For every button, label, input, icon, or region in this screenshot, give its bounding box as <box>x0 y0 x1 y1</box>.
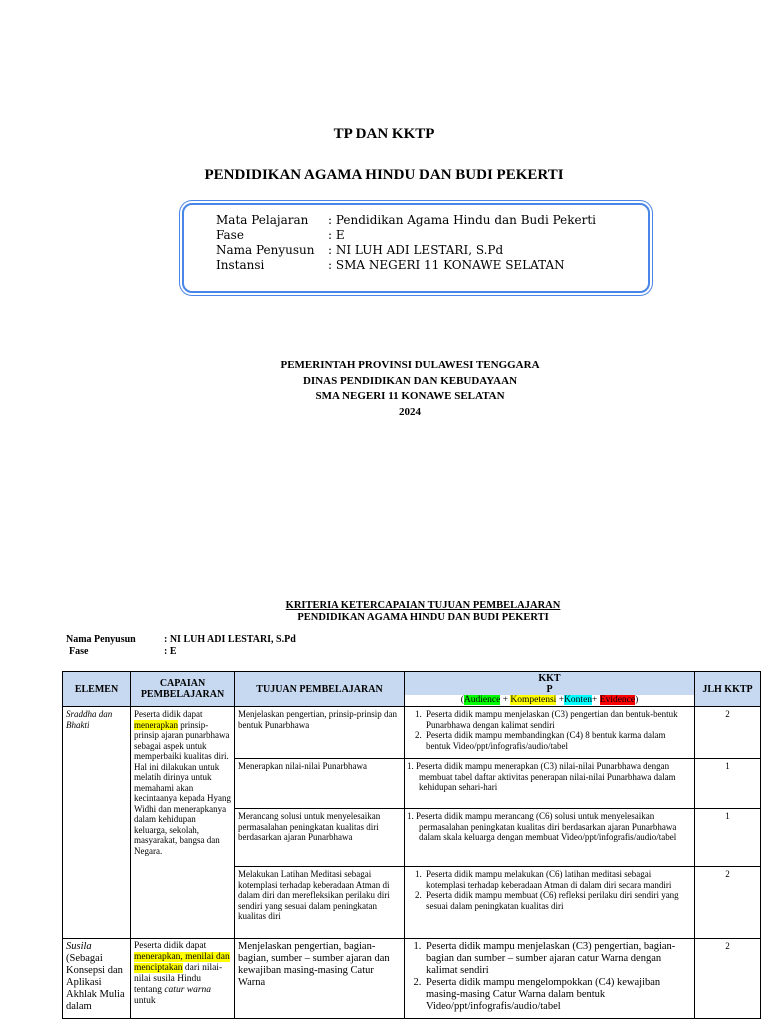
kktp-cell: 1. Peserta didik mampu melakukan (C6) latihan meditasi sebagai kotemplasi terhadap keberadaan Atman di dalam diri secara mandiri 2. Peserta didik mampu membuat (C6) refleksi perilaku diri sendiri yang sesuai dalam peningkatan kualitas diri <box>405 867 695 939</box>
col-elemen: ELEMEN <box>63 672 131 707</box>
meta-fase: Fase : E <box>69 646 177 657</box>
kktp-cell: 1. Peserta didik mampu menjelaskan (C3) pengertian, bagian-bagian dan sumber – sumber ajaran catur Warna dengan kalimat sendiri 2. Peserta didik mampu mengelompokkan (C4) kewajiban masing-masing Catur Warna dalam bentuk Video/ppt/infografis/audio/tabel <box>405 939 695 1019</box>
kktp-cell: 1. Peserta didik mampu menerapkan (C3) nilai-nilai Punarbhawa dengan membuat tabel daftar aktivitas penerapan nilai-nilai Punarbhawa dalam kehidupan sehari-hari <box>405 759 695 809</box>
identity-box <box>182 203 650 293</box>
info-instansi: Instansi : SMA NEGERI 11 KONAWE SELATAN <box>216 258 565 272</box>
tujuan-cell: Menjelaskan pengertian, prinsip-prinsip dan bentuk Punarbhawa <box>235 707 405 759</box>
jlh-cell: 2 <box>695 939 761 1019</box>
doc-subtitle: PENDIDIKAN AGAMA HINDU DAN BUDI PEKERTI <box>204 167 564 183</box>
info-fase: Fase : E <box>216 228 345 242</box>
col-tujuan: TUJUAN PEMBELAJARAN <box>235 672 405 707</box>
capaian-cell: Peserta didik dapat menerapkan, menilai dan menciptakan dari nilai-nilai susila Hindu tentang catur warna untuk <box>131 939 235 1019</box>
jlh-cell: 1 <box>695 809 761 867</box>
info-penyusun: Nama Penyusun : NI LUH ADI LESTARI, S.Pd <box>216 243 504 257</box>
kktp-cell: 1. Peserta didik mampu menjelaskan (C3) pengertian dan bentuk-bentuk Punarbhawa dengan kalimat sendiri 2. Peserta didik mampu membandingkan (C4) 8 bentuk karma dalam bentuk Video/ppt/infografis/audio/tabel <box>405 707 695 759</box>
kriteria-heading <box>0 600 768 624</box>
tujuan-cell: Melakukan Latihan Meditasi sebagai kotemplasi terhadap keberadaan Atman di dalam diri dan merefleksikan perilaku diri sendiri yang sesuai dalam peningkatan kualitas diri <box>235 867 405 939</box>
tujuan-cell: Menjelaskan pengertian, bagian-bagian, sumber – sumber ajaran dan kewajiban masing-masing Catur Warna <box>235 939 405 1019</box>
col-capaian: CAPAIAN PEMBELAJARAN <box>131 672 235 707</box>
table-row <box>63 707 761 759</box>
kktp-table <box>62 671 761 1019</box>
table-header-row <box>63 672 761 707</box>
col-jlh: JLH KKTP <box>695 672 761 707</box>
jlh-cell: 2 <box>695 867 761 939</box>
col-kktp: KKT P (Audience + Kompetensi +Konten+ Evidence) <box>405 672 695 707</box>
elemen-cell: Sraddha dan Bhakti <box>63 707 131 939</box>
kktp-cell: 1. Peserta didik mampu merancang (C6) solusi untuk menyelesaikan permasalahan peningkatan kualitas diri berdasarkan ajaran Punarbhawa dalam skala keluarga dengan membuat Video/ppt/infografis/audio/tabel <box>405 809 695 867</box>
tujuan-cell: Menerapkan nilai-nilai Punarbhawa <box>235 759 405 809</box>
kriteria-subtitle: PENDIDIKAN AGAMA HINDU DAN BUDI PEKERTI <box>297 612 549 623</box>
kktp-legend: (Audience + Kompetensi +Konten+ Evidence) <box>405 695 694 706</box>
jlh-cell: 1 <box>695 759 761 809</box>
elemen-cell: Susila (Sebagai Konsepsi dan Aplikasi Akhlak Mulia dalam <box>63 939 131 1019</box>
capaian-cell: Peserta didik dapat menerapkan prinsip-prinsip ajaran punarbhawa sebagai aspek untuk memperbaiki kualitas diri. Hal ini dilakukan untuk melatih dirinya untuk memahami akan kecintaanya kepada Hyang Widhi dan menerapkanya dalam kehidupan keluarga, sekolah, masyarakat, bangsa dan Negara. <box>131 707 235 939</box>
tujuan-cell: Merancang solusi untuk menyelesaikan permasalahan peningkatan kualitas diri berdasarkan ajaran Punarbhawa <box>235 809 405 867</box>
doc-title: TP DAN KKTP <box>333 126 435 142</box>
gov-line-3: SMA NEGERI 11 KONAWE SELATAN <box>315 390 505 402</box>
table-row <box>63 939 761 1019</box>
jlh-cell: 2 <box>695 707 761 759</box>
gov-line-2: DINAS PENDIDIKAN DAN KEBUDAYAAN <box>302 375 518 387</box>
gov-line-4: 2024 <box>399 406 421 418</box>
info-mapel: Mata Pelajaran : Pendidikan Agama Hindu dan Budi Pekerti <box>216 213 597 227</box>
gov-line-1: PEMERINTAH PROVINSI DULAWESI TENGGARA <box>280 359 540 371</box>
kriteria-title: KRITERIA KETERCAPAIAN TUJUAN PEMBELAJARAN <box>285 600 561 611</box>
meta-penyusun: Nama Penyusun : NI LUH ADI LESTARI, S.Pd <box>66 634 296 645</box>
